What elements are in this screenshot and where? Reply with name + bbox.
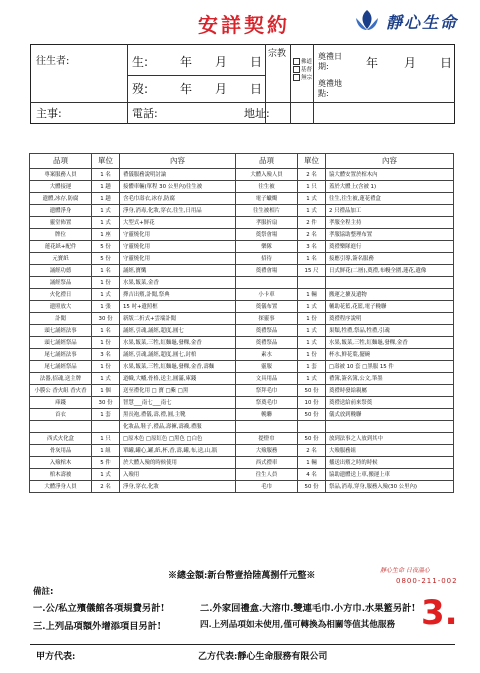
item-name-2-cell: 奠禮祭品: [236, 325, 298, 337]
item-content-cell: 擇吉出殯,訃聞,祭典: [120, 289, 236, 301]
item-content-cell: 淨身,穿衣,化妝: [120, 481, 236, 493]
item-name-cell: 法器,招魂,送主牌: [30, 373, 92, 385]
table-row: [30, 253, 454, 265]
item-name-cell: 骨灰用品: [30, 445, 92, 457]
item-content-2-cell: 接應引導,簽名服務: [326, 253, 454, 265]
item-name-cell: 遺體淨身: [30, 205, 92, 217]
religion-label: 宗教: [268, 49, 287, 59]
item-name-cell: 首衣: [30, 409, 92, 421]
item-unit-cell: 1 張: [92, 301, 120, 313]
item-name-2-cell: 樂隊: [236, 241, 298, 253]
religion-option-none[interactable]: 無宗: [293, 74, 312, 82]
col-header-unit: 單位: [92, 154, 120, 169]
item-unit-cell: 1 份: [92, 277, 120, 289]
table-row: [30, 457, 454, 469]
death-month-unit: 月: [215, 82, 228, 96]
table-row: [30, 325, 454, 337]
item-name-cell: 靈堂佈置: [30, 217, 92, 229]
item-unit-2-cell: 15 尺: [298, 265, 326, 277]
item-unit-cell: 1 趟: [92, 193, 120, 205]
ceremony-month-unit: 月: [404, 56, 417, 70]
item-name-2-cell: 祭奠毛巾: [236, 397, 298, 409]
note-3: 三.上列品項額外增添項目另計!: [33, 621, 162, 632]
item-unit-cell: 2 名: [92, 481, 120, 493]
item-name-cell: 小膜公 香火組 香火香: [30, 385, 92, 397]
item-content-2-cell: 孝服全程主持: [326, 217, 454, 229]
table-row: [30, 421, 454, 433]
item-name-2-cell: 往生被: [236, 181, 298, 193]
table-row: [30, 373, 454, 385]
brand-name: 靜心生命: [386, 13, 459, 32]
table-row: [30, 385, 454, 397]
item-content-2-cell: 2 只禮品加工: [326, 205, 454, 217]
ceremony-year-unit: 年: [366, 56, 379, 70]
item-unit-cell: 1 份: [92, 361, 120, 373]
birth-label: 生:: [132, 55, 149, 69]
item-content-cell: 15 吋+遺照框: [120, 301, 236, 313]
item-unit-2-cell: 1 套: [298, 361, 326, 373]
item-name-2-cell: 提燈巾: [236, 433, 298, 445]
address-label: 地址:: [244, 107, 270, 120]
death-year-unit: 年: [180, 82, 193, 96]
item-unit-cell: 3 名: [92, 349, 120, 361]
item-content-cell: 水果,飯菜,金香: [120, 277, 236, 289]
col-header-item-2: 品項: [236, 154, 298, 169]
item-name-2-cell: 奠儀布置: [236, 301, 298, 313]
item-unit-cell: 1 式: [92, 373, 120, 385]
item-content-2-cell: 杯水,鮮花葉,擺碗: [326, 349, 454, 361]
item-unit-2-cell: 1 名: [298, 253, 326, 265]
item-content-cell: 入殮用: [120, 469, 236, 481]
item-unit-2-cell: 3 名: [298, 241, 326, 253]
item-content-cell: 單罐,罐心,罐,紙,杯,香,壽,罐,布,送,山,瓶: [120, 445, 236, 457]
ceremony-place-label: 奠禮地點:: [318, 79, 342, 98]
page-number: 3.: [421, 593, 458, 633]
item-content-2-cell: 奠禮程序說明: [326, 313, 454, 325]
table-row: [30, 469, 454, 481]
item-name-2-cell: 探靈事: [236, 313, 298, 325]
item-unit-cell: 5 份: [92, 241, 120, 253]
item-name-cell: 頭七誦經法事: [30, 325, 92, 337]
item-name-2-cell: 西式禮車: [236, 457, 298, 469]
item-content-cell: 守靈燒化用: [120, 241, 236, 253]
item-content-cell: 大型式+鮮花: [120, 217, 236, 229]
item-name-cell: 元寶紙: [30, 253, 92, 265]
table-header-row: [30, 154, 454, 169]
table-row: [30, 241, 454, 253]
item-name-2-cell: 輓聯: [236, 409, 298, 421]
table-row: [30, 433, 454, 445]
item-name-2-cell: 文具用品: [236, 373, 298, 385]
item-name-cell: 牌位: [30, 229, 92, 241]
item-name-cell: 大體接運: [30, 181, 92, 193]
death-day-unit: 日: [250, 82, 263, 96]
item-content-2-cell: 儀式放到輓聯: [326, 409, 454, 421]
item-content-2-cell: 搬運之擴及遺物: [326, 289, 454, 301]
item-content-2-cell: 祭品,消毒,穿身,服務入殮(30 公里內): [326, 481, 454, 493]
item-unit-2-cell: 1 式: [298, 373, 326, 385]
item-content-2-cell: 奠禮時發給親屬: [326, 385, 454, 397]
item-content-cell: 化妝品,鞋子,禮品,壽褲,壽襪,禮服: [120, 421, 236, 433]
item-unit-2-cell: 50 份: [298, 409, 326, 421]
item-unit-cell: 30 份: [92, 313, 120, 325]
item-content-2-cell: 播送出殯之時的時候: [326, 457, 454, 469]
note-1: 一.公/私立殯儀館各項規費另計!: [33, 603, 165, 614]
item-content-2-cell: 孝服協助整理布置: [326, 229, 454, 241]
item-name-cell: [30, 421, 92, 433]
table-row: [30, 265, 454, 277]
item-content-cell: 水果,飯菜,三牲,紅麵龜,發粿,金香: [120, 337, 236, 349]
item-content-cell: 守靈燒化用: [120, 253, 236, 265]
ceremony-date-label: 奠禮日期:: [318, 52, 342, 71]
item-content-cell: □原木色 □原紅色 □黑色 □白色: [120, 433, 236, 445]
item-unit-cell: 1 座: [92, 229, 120, 241]
item-name-cell: 尾七誦經法事: [30, 349, 92, 361]
item-content-cell: 智慧___南七___南七: [120, 397, 236, 409]
item-unit-2-cell: 10 份: [298, 397, 326, 409]
item-unit-cell: 1 名: [92, 325, 120, 337]
page-title: 安詳契約: [198, 13, 290, 37]
table-row: [30, 277, 454, 289]
item-content-cell: 黑長袍,禮儀,壽,禮,圓,主靴: [120, 409, 236, 421]
item-unit-cell: 1 名: [92, 265, 120, 277]
item-content-cell: 道幟,大幡,骨格,送主,圓滿,庫錢: [120, 373, 236, 385]
item-name-2-cell: 祭拜毛巾: [236, 385, 298, 397]
item-unit-2-cell: 1 式: [298, 337, 326, 349]
item-content-2-cell: 協大體安置於棺木內: [326, 169, 454, 181]
item-name-cell: 大體淨身人員: [30, 481, 92, 493]
item-unit-cell: [92, 421, 120, 433]
item-name-cell: 誦經功德: [30, 265, 92, 277]
item-content-2-cell: 禮簿,簽名簿,公文,筆墨: [326, 373, 454, 385]
item-name-2-cell: 奠禮會場: [236, 265, 298, 277]
phone-label: 電話:: [132, 107, 158, 120]
item-unit-cell: 1 名: [92, 169, 120, 181]
item-content-cell: 誦經,引魂,誦經,超度,圓七,封棺: [120, 349, 236, 361]
item-unit-cell: 1 趟: [92, 181, 120, 193]
item-content-cell: 水果,飯菜,三牲,紅麵龜,發粿,金香,壽麵: [120, 361, 236, 373]
item-name-2-cell: 電子蠟燭: [236, 193, 298, 205]
item-name-2-cell: 靈服: [236, 361, 298, 373]
item-name-2-cell: 素水: [236, 349, 298, 361]
item-unit-cell: 1 個: [92, 385, 120, 397]
item-content-2-cell: 協助遺體送上車,搬運上車: [326, 469, 454, 481]
table-row: [30, 205, 454, 217]
table-row: [30, 301, 454, 313]
item-content-2-cell: 奠禮樂隊進行: [326, 241, 454, 253]
item-unit-2-cell: 1 只: [298, 181, 326, 193]
table-row: [30, 313, 454, 325]
item-unit-cell: 30 份: [92, 397, 120, 409]
item-name-cell: 遺照放大: [30, 301, 92, 313]
total-amount: ※總金額:新台幣壹拾陸萬捌仟元整※: [168, 571, 316, 581]
table-row: [30, 397, 454, 409]
item-name-cell: 誦經祭品: [30, 277, 92, 289]
signature-stamp: 靜心生命 日夜溫心: [380, 567, 430, 574]
lotus-logo-icon: [352, 6, 382, 36]
item-name-cell: 尾七誦經祭品: [30, 361, 92, 373]
birth-month-unit: 月: [215, 55, 228, 69]
item-name-cell: 頭七誦經祭品: [30, 337, 92, 349]
table-row: [30, 409, 454, 421]
item-content-cell: 新版二折式+雲端訃聞: [120, 313, 236, 325]
item-name-cell: 蓮花紙+配件: [30, 241, 92, 253]
item-content-cell: 接體車輛(單程 30 公里內)往生被: [120, 181, 236, 193]
item-name-cell: 火化禮日: [30, 289, 92, 301]
item-content-2-cell: □壽被 10 套 □黑服 15 件: [326, 361, 454, 373]
item-name-2-cell: [236, 421, 298, 433]
col-header-content-2: 內容: [326, 154, 454, 169]
item-unit-2-cell: 1 式: [298, 205, 326, 217]
table-row: [30, 217, 454, 229]
item-content-2-cell: [326, 277, 454, 289]
item-content-cell: 送至禮化用 □ 寶 □紫 □黑: [120, 385, 236, 397]
table-row: [30, 193, 454, 205]
party-b-label: 乙方代表:靜心生命服務有限公司: [198, 652, 328, 662]
table-row: [30, 289, 454, 301]
item-unit-cell: 1 式: [92, 289, 120, 301]
table-row: [30, 181, 454, 193]
item-content-2-cell: 蓋於大體上(含被 1): [326, 181, 454, 193]
col-header-unit-2: 單位: [298, 154, 326, 169]
item-unit-2-cell: 1 份: [298, 349, 326, 361]
item-unit-2-cell: 1 份: [298, 313, 326, 325]
item-name-2-cell: 往生人員: [236, 469, 298, 481]
service-items-table: [29, 153, 454, 493]
item-name-cell: 西式火化盒: [30, 433, 92, 445]
item-unit-cell: 5 份: [92, 253, 120, 265]
item-name-cell: 庫錢: [30, 397, 92, 409]
item-name-cell: 訃聞: [30, 313, 92, 325]
brand-logo: [352, 5, 472, 37]
deceased-label: 往生者:: [36, 56, 70, 67]
item-name-cell: 棺木壽被: [30, 469, 92, 481]
host-label: 主事:: [36, 107, 62, 120]
item-content-2-cell: [326, 421, 454, 433]
table-row: [30, 361, 454, 373]
table-row: [30, 349, 454, 361]
item-content-cell: 守靈燒化用: [120, 229, 236, 241]
death-label: 歿:: [132, 82, 149, 96]
item-content-2-cell: 往生,往生被,蓮花禮盒: [326, 193, 454, 205]
item-unit-cell: 1 式: [92, 205, 120, 217]
item-unit-2-cell: 2 名: [298, 229, 326, 241]
item-name-2-cell: 招待: [236, 253, 298, 265]
item-unit-cell: 1 份: [92, 337, 120, 349]
birth-year-unit: 年: [180, 55, 193, 69]
party-a-label: 甲方代表:: [36, 652, 76, 662]
item-content-2-cell: 奠禮送給前來祭奠: [326, 397, 454, 409]
item-unit-2-cell: 1 輛: [298, 457, 326, 469]
item-name-2-cell: 往生被相片: [236, 205, 298, 217]
item-name-2-cell: 奠祭會場: [236, 229, 298, 241]
religion-option-christian[interactable]: 基督: [293, 66, 312, 74]
col-header-item: 品項: [30, 154, 92, 169]
table-row: [30, 337, 454, 349]
item-unit-cell: 5 件: [92, 457, 120, 469]
ceremony-day-unit: 日: [440, 56, 453, 70]
item-unit-2-cell: 1 式: [298, 193, 326, 205]
item-name-cell: 專案服務人員: [30, 169, 92, 181]
item-unit-2-cell: 2 名: [298, 445, 326, 457]
item-content-2-cell: 水果,飯菜,三牲,紅麵龜,發粿,金香: [326, 337, 454, 349]
item-unit-2-cell: 2 件: [298, 217, 326, 229]
item-name-2-cell: 奠禮祭品: [236, 337, 298, 349]
item-content-2-cell: 輔助花籃,花籃,電子輓聯: [326, 301, 454, 313]
item-name-2-cell: [236, 277, 298, 289]
item-content-cell: 禮儀服務說明討論: [120, 169, 236, 181]
item-content-2-cell: 放到法事之人放到其中: [326, 433, 454, 445]
item-content-cell: 含毛巾壽衣,冰存,防腐: [120, 193, 236, 205]
item-name-2-cell: 小卡車: [236, 289, 298, 301]
table-row: [30, 169, 454, 181]
note-2: 二.外家回禮盒.大溶巾.雙連毛巾.小方巾.水果籃另計!: [200, 603, 416, 614]
item-unit-2-cell: [298, 277, 326, 289]
item-unit-2-cell: 50 份: [298, 385, 326, 397]
table-row: [30, 229, 454, 241]
item-unit-2-cell: [298, 421, 326, 433]
item-name-2-cell: 毛巾: [236, 481, 298, 493]
deceased-info-box: [30, 44, 455, 124]
item-unit-2-cell: 50 份: [298, 433, 326, 445]
item-unit-cell: 1 套: [92, 409, 120, 421]
table-row: [30, 445, 454, 457]
item-content-2-cell: 果類,牲禮,祭品,牲禮,引魂: [326, 325, 454, 337]
hotline-number: 0800-211-002: [396, 577, 458, 585]
item-content-cell: 淨身,消毒,化妝,穿衣,往生,日用品: [120, 205, 236, 217]
birth-day-unit: 日: [250, 55, 263, 69]
item-name-2-cell: 大體入殮人員: [236, 169, 298, 181]
item-unit-2-cell: 1 輛: [298, 289, 326, 301]
item-unit-cell: 1 組: [92, 445, 120, 457]
item-unit-2-cell: 1 式: [298, 325, 326, 337]
note-4: 四.上列品項如未使用,僅可轉換為相關等值其他服務: [200, 620, 396, 630]
notes-title: 備註:: [33, 587, 54, 597]
item-unit-2-cell: 50 份: [298, 481, 326, 493]
item-unit-cell: 1 式: [92, 469, 120, 481]
item-unit-2-cell: 4 名: [298, 469, 326, 481]
table-row: [30, 481, 454, 493]
item-name-2-cell: 大殮服務: [236, 445, 298, 457]
religion-options: [293, 58, 312, 82]
item-content-2-cell: 日式鮮花(二層),奠禮,布幔全圍,蓮花,遺像: [326, 265, 454, 277]
item-unit-cell: 1 式: [92, 217, 120, 229]
header: [0, 0, 480, 42]
col-header-content: 內容: [120, 154, 236, 169]
item-unit-2-cell: 2 名: [298, 169, 326, 181]
item-content-cell: 誦經,引魂,誦經,超度,圓七: [120, 325, 236, 337]
item-name-2-cell: 孝服折扇: [236, 217, 298, 229]
item-name-cell: 入殮棺木: [30, 457, 92, 469]
item-content-cell: 誦經,寶懺: [120, 265, 236, 277]
item-name-cell: 遺體,冰存,防腐: [30, 193, 92, 205]
item-content-cell: 於大體入殮的時候使用: [120, 457, 236, 469]
item-unit-2-cell: 1 式: [298, 301, 326, 313]
item-content-2-cell: 大殮服務組: [326, 445, 454, 457]
item-unit-cell: 1 只: [92, 433, 120, 445]
religion-option-buddhist[interactable]: 佛道: [293, 58, 312, 66]
